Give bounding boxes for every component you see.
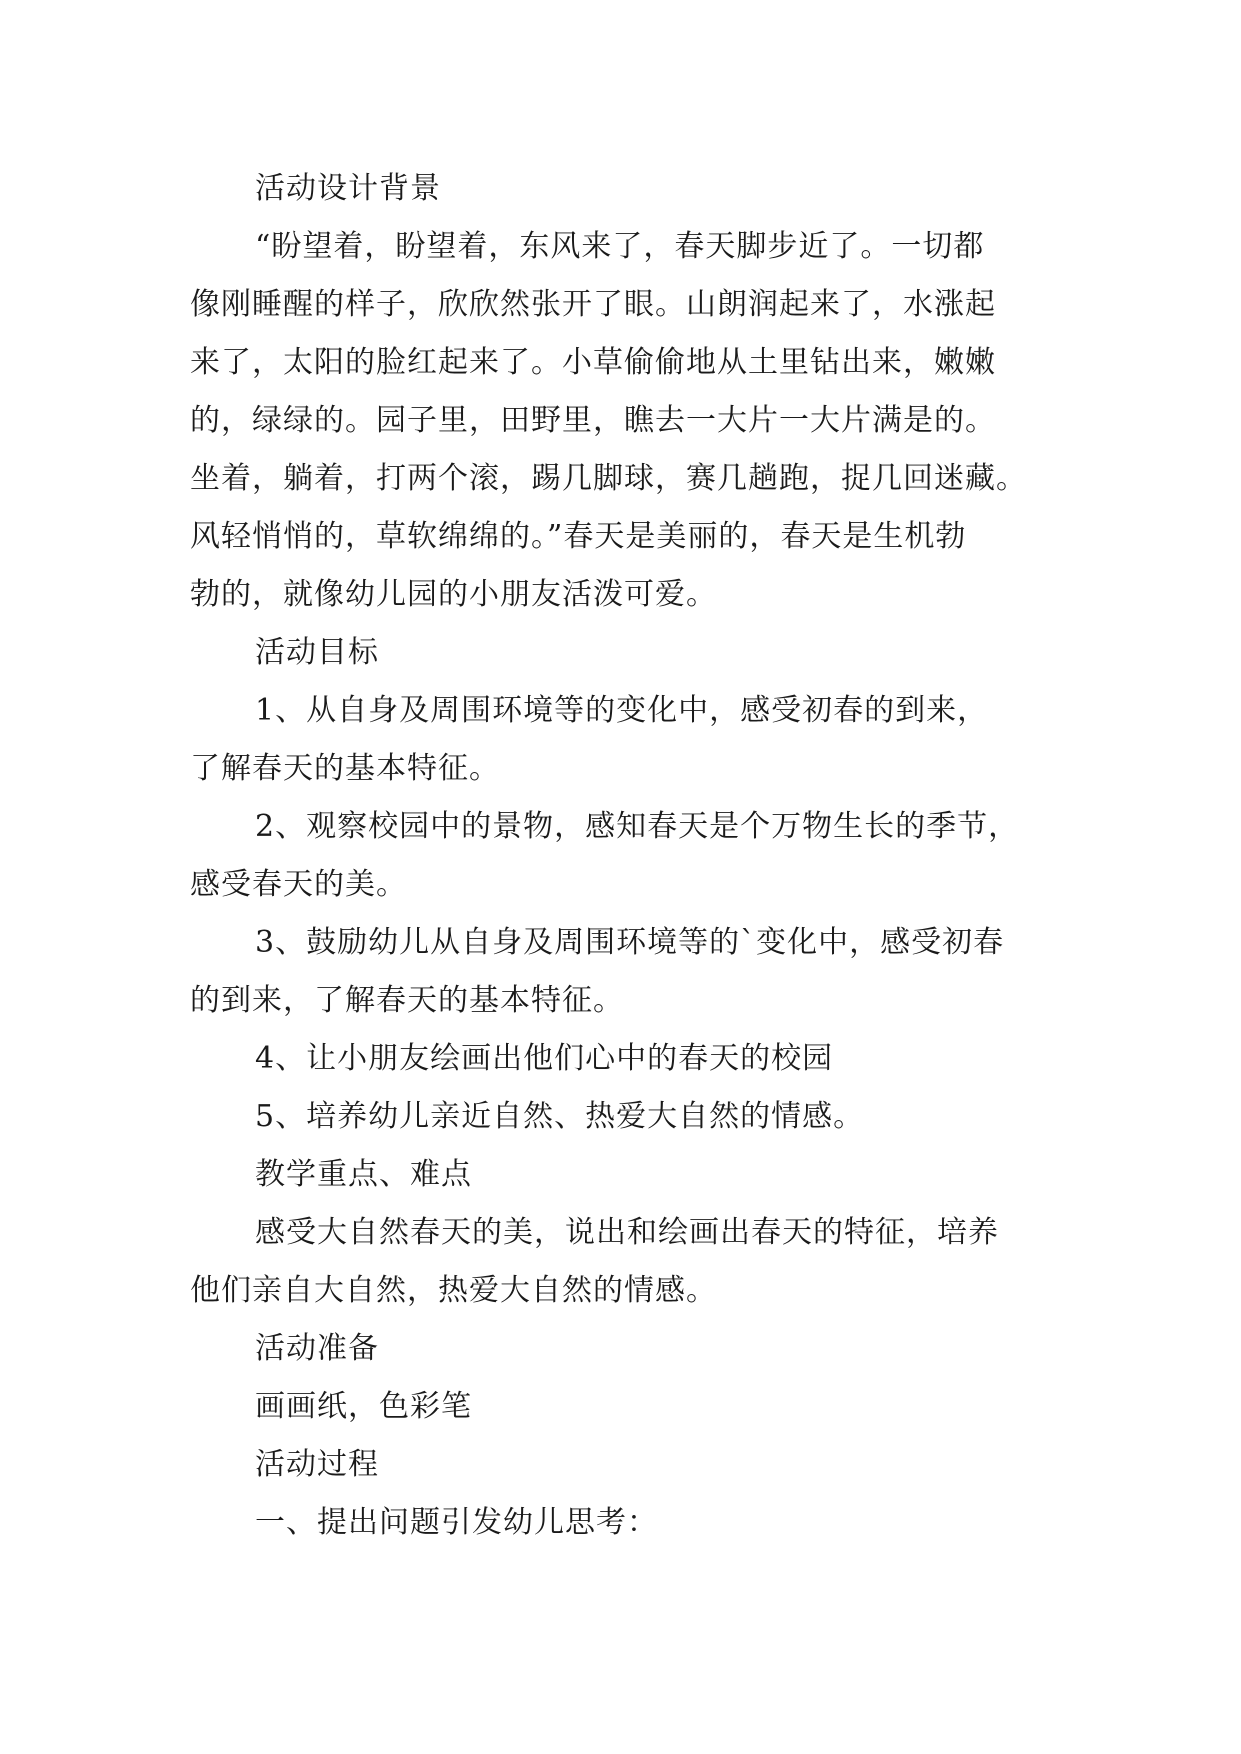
section-heading-preparation: 活动准备 [255, 1331, 379, 1366]
paragraph-line: 勃的，就像幼儿园的小朋友活泼可爱。 [190, 577, 717, 612]
goal-item-2-continued: 感受春天的美。 [190, 867, 407, 902]
paragraph-line: 来了，太阳的脸红起来了。小草偷偷地从土里钻出来，嫩嫩 [190, 345, 996, 380]
paragraph-line: 的，绿绿的。园子里，田野里，瞧去一大片一大片满是的。 [190, 403, 996, 438]
section-heading-goals: 活动目标 [255, 635, 379, 670]
key-points-text: 感受大自然春天的美，说出和绘画出春天的特征，培养 [255, 1215, 999, 1250]
goal-item-3-continued: 的到来，了解春天的基本特征。 [190, 983, 624, 1018]
paragraph-line: “盼望着，盼望着，东风来了，春天脚步近了。一切都 [255, 229, 985, 264]
paragraph-line: 风轻悄悄的，草软绵绵的。”春天是美丽的，春天是生机勃 [190, 519, 967, 554]
goal-item-3: 3、鼓励幼儿从自身及周围环境等的`变化中，感受初春 [255, 925, 1005, 960]
goal-item-5: 5、培养幼儿亲近自然、热爱大自然的情感。 [255, 1099, 865, 1134]
paragraph-line: 像刚睡醒的样子，欣欣然张开了眼。山朗润起来了，水涨起 [190, 287, 996, 322]
goal-item-1-continued: 了解春天的基本特征。 [190, 751, 500, 786]
section-heading-key-points: 教学重点、难点 [255, 1157, 472, 1192]
section-heading-background: 活动设计背景 [255, 171, 441, 206]
goal-item-1: 1、从自身及周围环境等的变化中，感受初春的到来， [255, 693, 989, 728]
goal-item-2: 2、观察校园中的景物，感知春天是个万物生长的季节， [255, 809, 1020, 844]
section-heading-process: 活动过程 [255, 1447, 379, 1482]
document-body [190, 160, 1050, 1552]
process-step-1: 一、提出问题引发幼儿思考： [255, 1505, 658, 1540]
preparation-text: 画画纸，色彩笔 [255, 1389, 472, 1424]
paragraph-line: 坐着，躺着，打两个滚，踢几脚球，赛几趟跑，捉几回迷藏。 [190, 461, 1027, 496]
goal-item-4: 4、让小朋友绘画出他们心中的春天的校园 [255, 1041, 834, 1076]
key-points-text-continued: 他们亲自大自然，热爱大自然的情感。 [190, 1273, 717, 1308]
